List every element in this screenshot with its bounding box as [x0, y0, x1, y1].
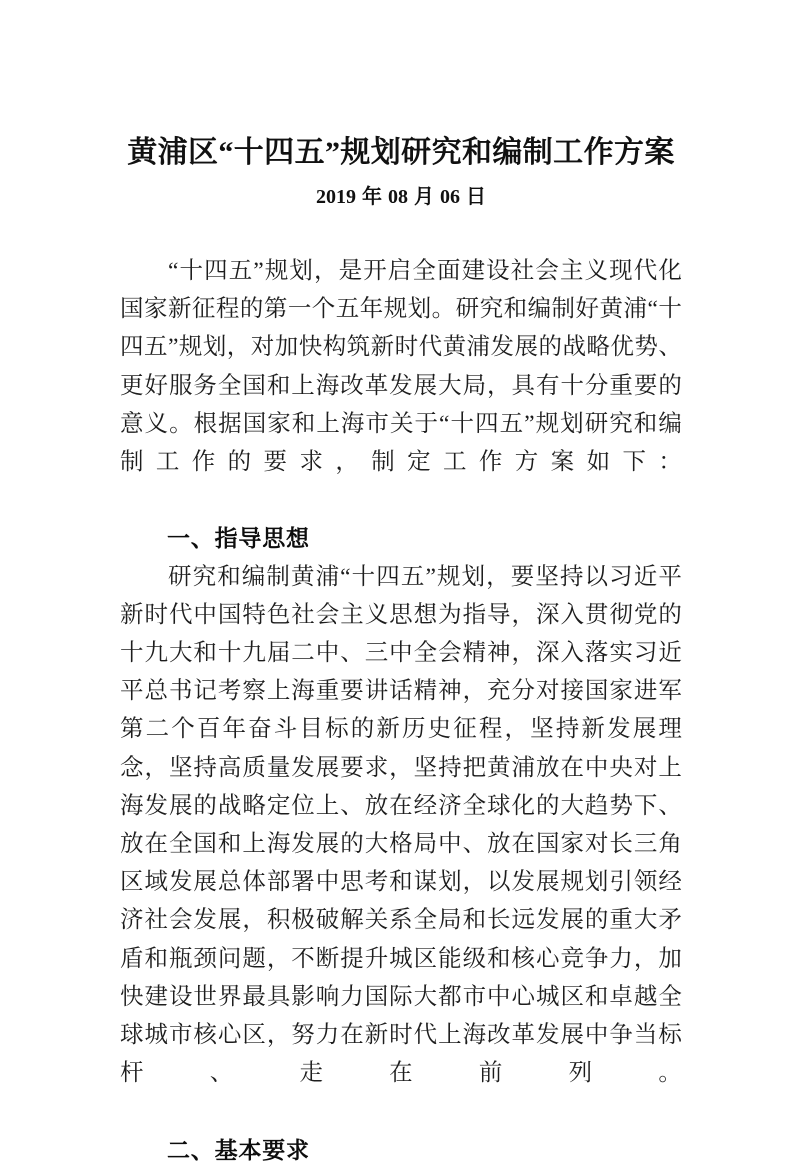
date-year-unit: 年	[362, 186, 382, 208]
section-heading-2: 二、基本要求	[167, 1136, 310, 1163]
date-day-unit: 日	[466, 186, 486, 208]
paragraph-intro: “十四五”规划，是开启全面建设社会主义现代化国家新征程的第一个五年规划。研究和编制好黄浦“十四五”规划，对加快构筑新时代黄浦发展的战略优势、更好服务全国和上海改革发展大局，具有十分重要的意义。根据国家和上海市关于“十四五”规划研究和编制工作的要求，制定工作方案如下：	[120, 258, 682, 476]
date-month-unit: 月	[414, 186, 434, 208]
date-day: 06	[440, 186, 460, 208]
paragraph-section-1: 研究和编制黄浦“十四五”规划，要坚持以习近平新时代中国特色社会主义思想为指导，深入贯彻党的十九大和十九届二中、三中全会精神，深入落实习近平总书记考察上海重要讲话精神，充分对接国家进军第二个百年奋斗目标的新历史征程，坚持新发展理念，坚持高质量发展要求，坚持把黄浦放在中央对上海发展的战略定位上、放在经济全球化的大趋势下、放在全国和上海发展的大格局中、放在国家对长三角区域发展总体部署中思考和谋划，以发展规划引领经济社会发展，积极破解关系全局和长远发展的重大矛盾和瓶颈问题，不断提升城区能级和核心竞争力，加快建设世界最具影响力国际大都市中心城区和卓越全球城市核心区，努力在新时代上海改革发展中争当标杆、走在前列。	[120, 563, 682, 1087]
date-month: 08	[388, 186, 408, 208]
document-body	[120, 252, 682, 1169]
date-year: 2019	[316, 186, 356, 208]
page-title: 黄浦区“十四五”规划研究和编制工作方案	[127, 136, 675, 169]
document-date	[120, 183, 682, 211]
section-heading-1: 一、指导思想	[167, 525, 310, 552]
